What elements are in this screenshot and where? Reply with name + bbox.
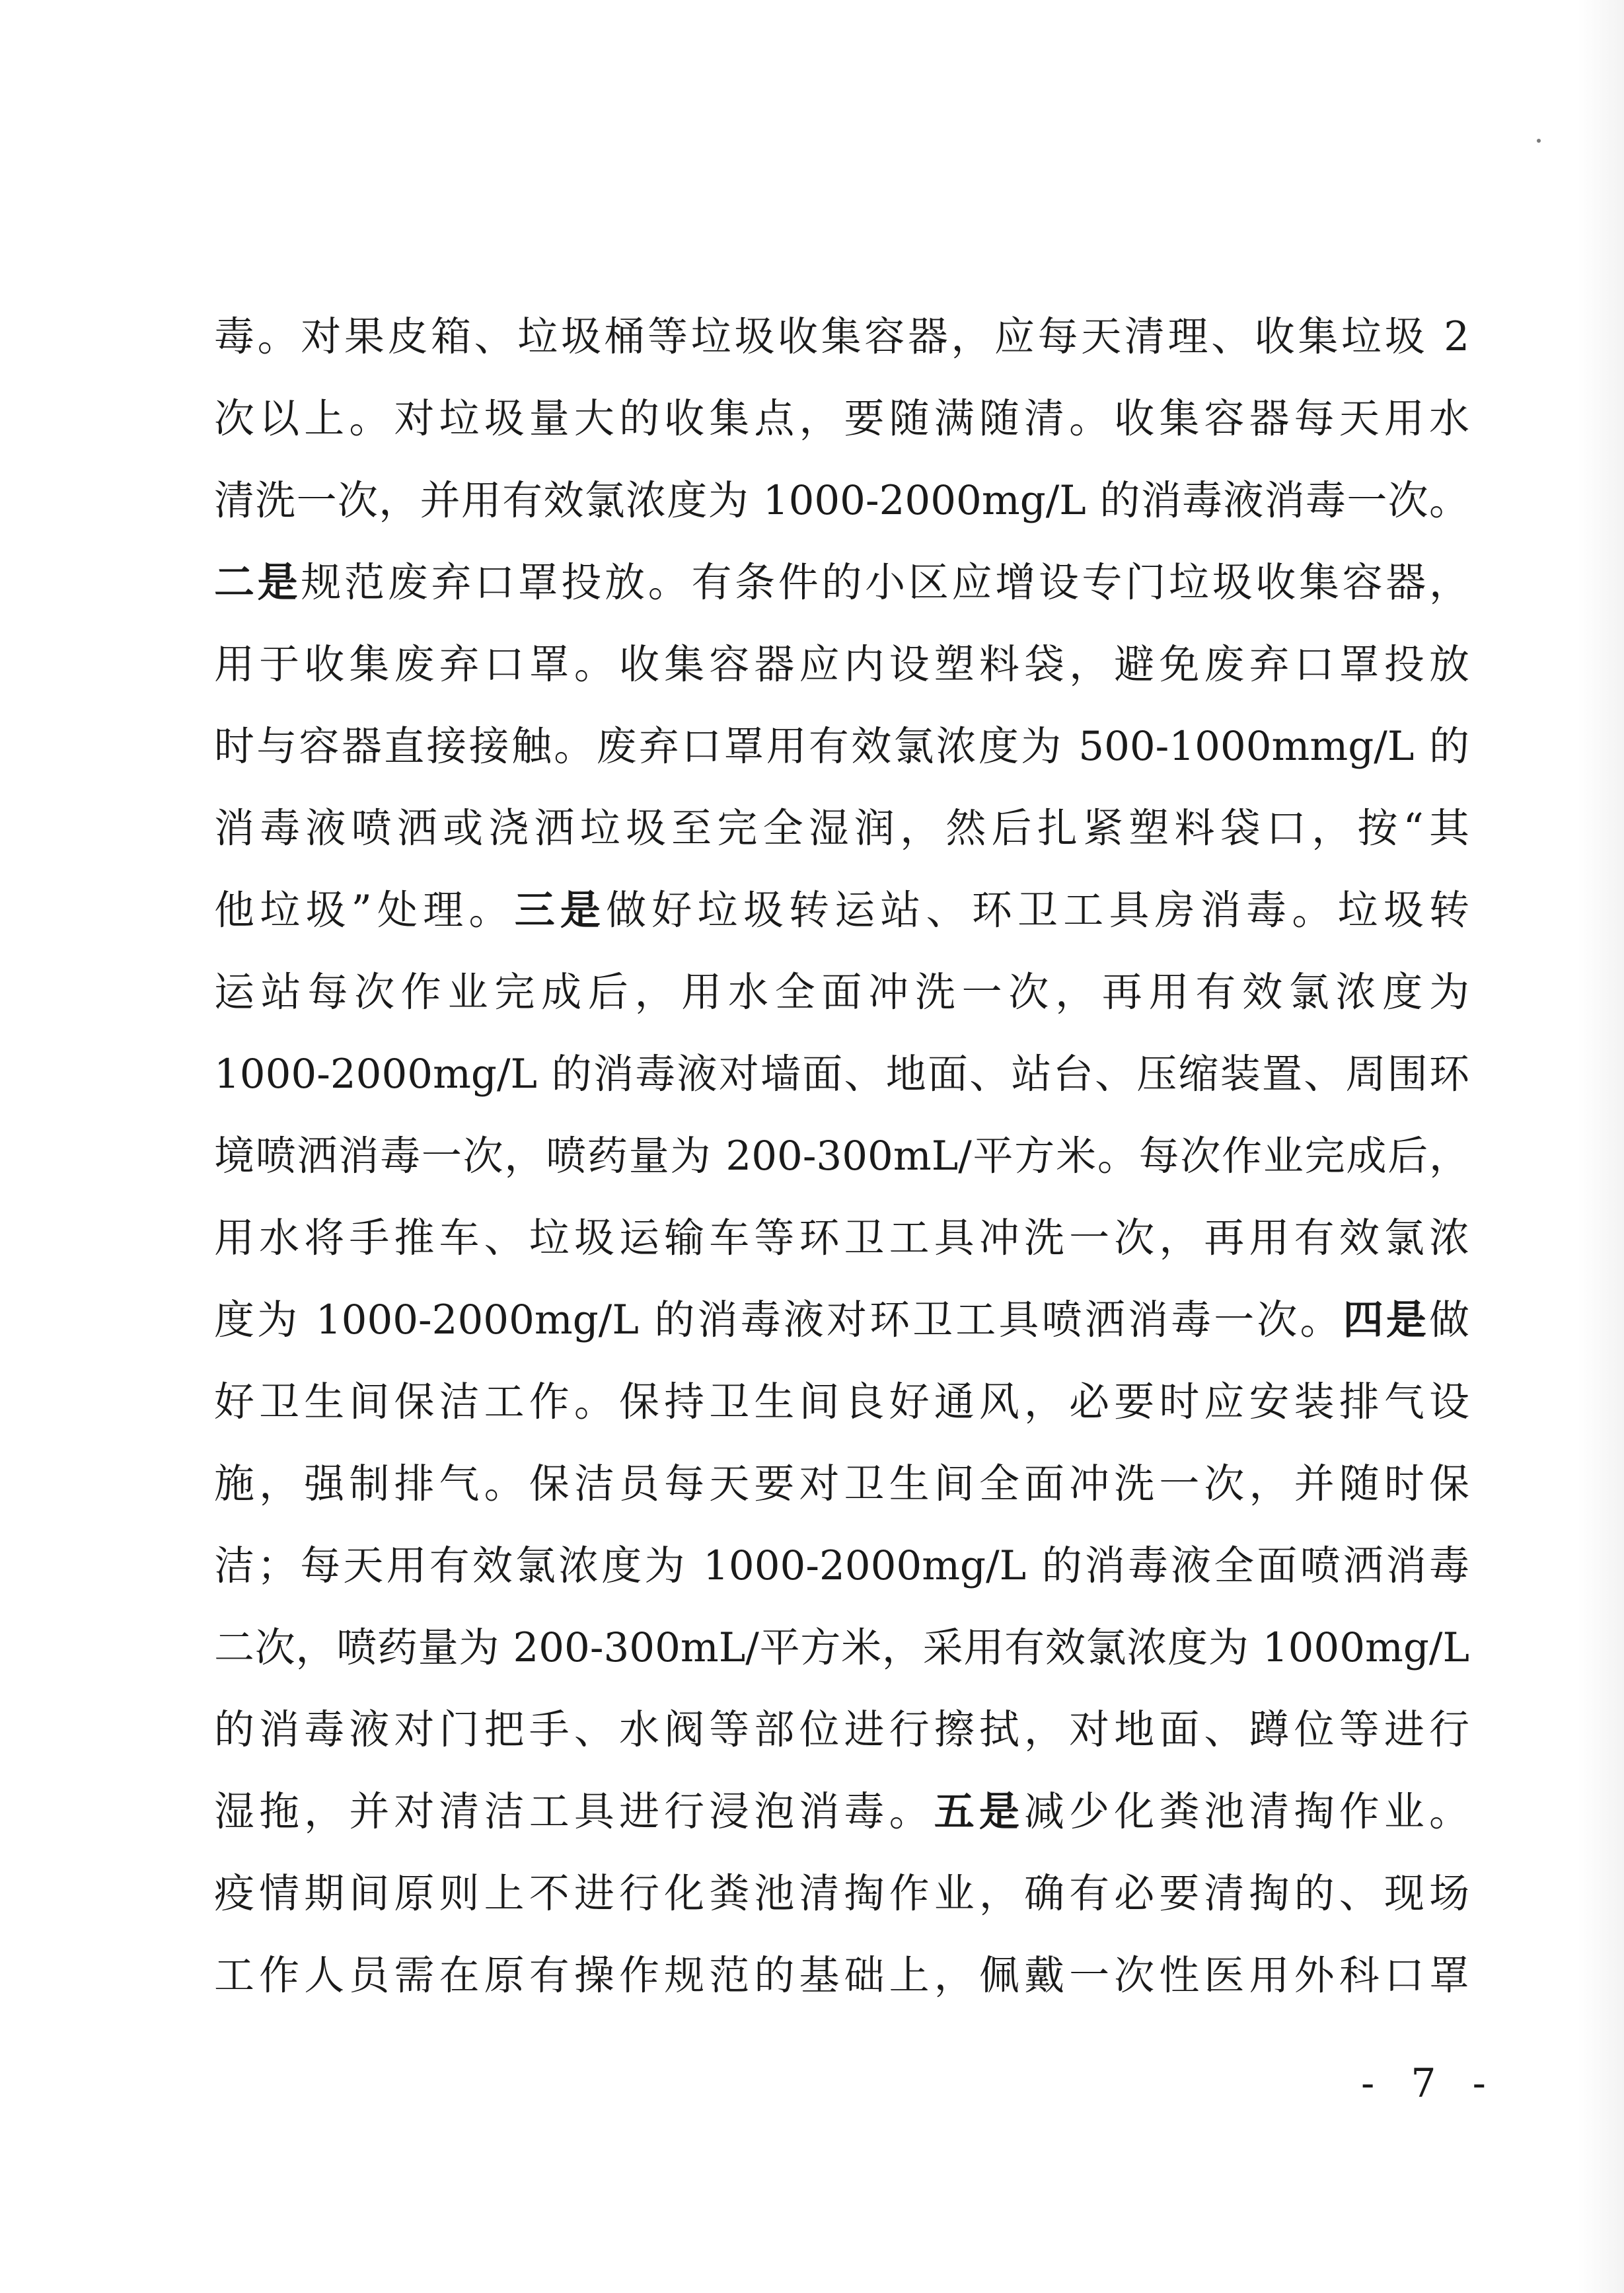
text-line [214, 1525, 1469, 1607]
text-segment: 做 [1428, 1297, 1469, 1343]
bold-lead-phrase: 四是 [1343, 1297, 1429, 1343]
bold-lead-phrase: 五是 [934, 1788, 1024, 1835]
text-line [214, 952, 1469, 1034]
text-line [214, 1935, 1469, 2017]
text-segment: 次以上。对垃圾量大的收集点，要随满随清。收集容器每天用水 [214, 395, 1469, 442]
text-line [214, 1197, 1469, 1279]
text-segment: 消毒液喷洒或浇洒垃圾至完全湿润，然后扎紧塑料袋口，按“其 [214, 805, 1469, 852]
text-line [214, 1689, 1469, 1771]
text-line [214, 1361, 1469, 1443]
text-segment: 湿拖，并对清洁工具进行浸泡消毒。 [214, 1788, 934, 1835]
text-line [214, 1443, 1469, 1525]
text-segment: 境喷洒消毒一次，喷药量为 200-300mL/平方米。每次作业完成后， [214, 1133, 1469, 1180]
bold-lead-phrase: 三是 [514, 887, 607, 934]
text-segment: 规范废弃口罩投放。有条件的小区应增设专门垃圾收集容器， [301, 559, 1469, 606]
text-segment: 好卫生间保洁工作。保持卫生间良好通风，必要时应安装排气设 [214, 1378, 1469, 1425]
text-line [214, 296, 1469, 378]
text-line [214, 1853, 1469, 1935]
text-segment: 毒。对果皮箱、垃圾桶等垃圾收集容器，应每天清理、收集垃圾 2 [214, 313, 1470, 360]
text-segment: 疫情期间原则上不进行化粪池清掏作业，确有必要清掏的、现场 [214, 1870, 1469, 1917]
text-segment: 二次，喷药量为 200-300mL/平方米，采用有效氯浓度为 1000mg/L [214, 1624, 1469, 1671]
text-line [214, 788, 1469, 870]
text-segment: 工作人员需在原有操作规范的基础上，佩戴一次性医用外科口罩 [214, 1952, 1469, 1999]
text-segment: 度为 1000-2000mg/L 的消毒液对环卫工具喷洒消毒一次。 [214, 1297, 1343, 1343]
scan-speck [1537, 139, 1541, 143]
text-segment: 洁；每天用有效氯浓度为 1000-2000mg/L 的消毒液全面喷洒消毒 [214, 1542, 1469, 1589]
text-line [214, 870, 1469, 952]
text-segment: 时与容器直接接触。废弃口罩用有效氯浓度为 500-1000mmg/L 的 [214, 723, 1469, 770]
scan-edge-shadow [1578, 0, 1624, 2293]
bold-lead-phrase: 二是 [214, 559, 301, 606]
text-line [214, 378, 1469, 460]
text-line [214, 1607, 1469, 1689]
text-line [214, 1115, 1469, 1197]
page-number: - 7 - [1361, 2060, 1498, 2107]
text-segment: 用于收集废弃口罩。收集容器应内设塑料袋，避免废弃口罩投放 [214, 641, 1469, 688]
text-segment: 运站每次作业完成后，用水全面冲洗一次，再用有效氯浓度为 [214, 969, 1469, 1016]
text-segment: 的消毒液对门把手、水阀等部位进行擦拭，对地面、蹲位等进行 [214, 1706, 1469, 1753]
text-segment: 减少化粪池清掏作业。 [1024, 1788, 1469, 1835]
text-segment: 清洗一次，并用有效氯浓度为 1000-2000mg/L 的消毒液消毒一次。 [214, 477, 1469, 524]
text-line [214, 624, 1469, 706]
text-line [214, 1279, 1469, 1361]
text-segment: 做好垃圾转运站、环卫工具房消毒。垃圾转 [606, 887, 1469, 934]
text-segment: 用水将手推车、垃圾运输车等环卫工具冲洗一次，再用有效氯浓 [214, 1215, 1469, 1261]
text-segment: 他垃圾”处理。 [214, 887, 515, 934]
text-line [214, 460, 1469, 542]
text-segment: 施，强制排气。保洁员每天要对卫生间全面冲洗一次，并随时保 [214, 1460, 1469, 1507]
text-line [214, 706, 1469, 788]
text-line [214, 542, 1469, 624]
text-line [214, 1034, 1469, 1115]
text-segment: 1000-2000mg/L 的消毒液对墙面、地面、站台、压缩装置、周围环 [214, 1051, 1469, 1098]
text-line [214, 1771, 1469, 1853]
